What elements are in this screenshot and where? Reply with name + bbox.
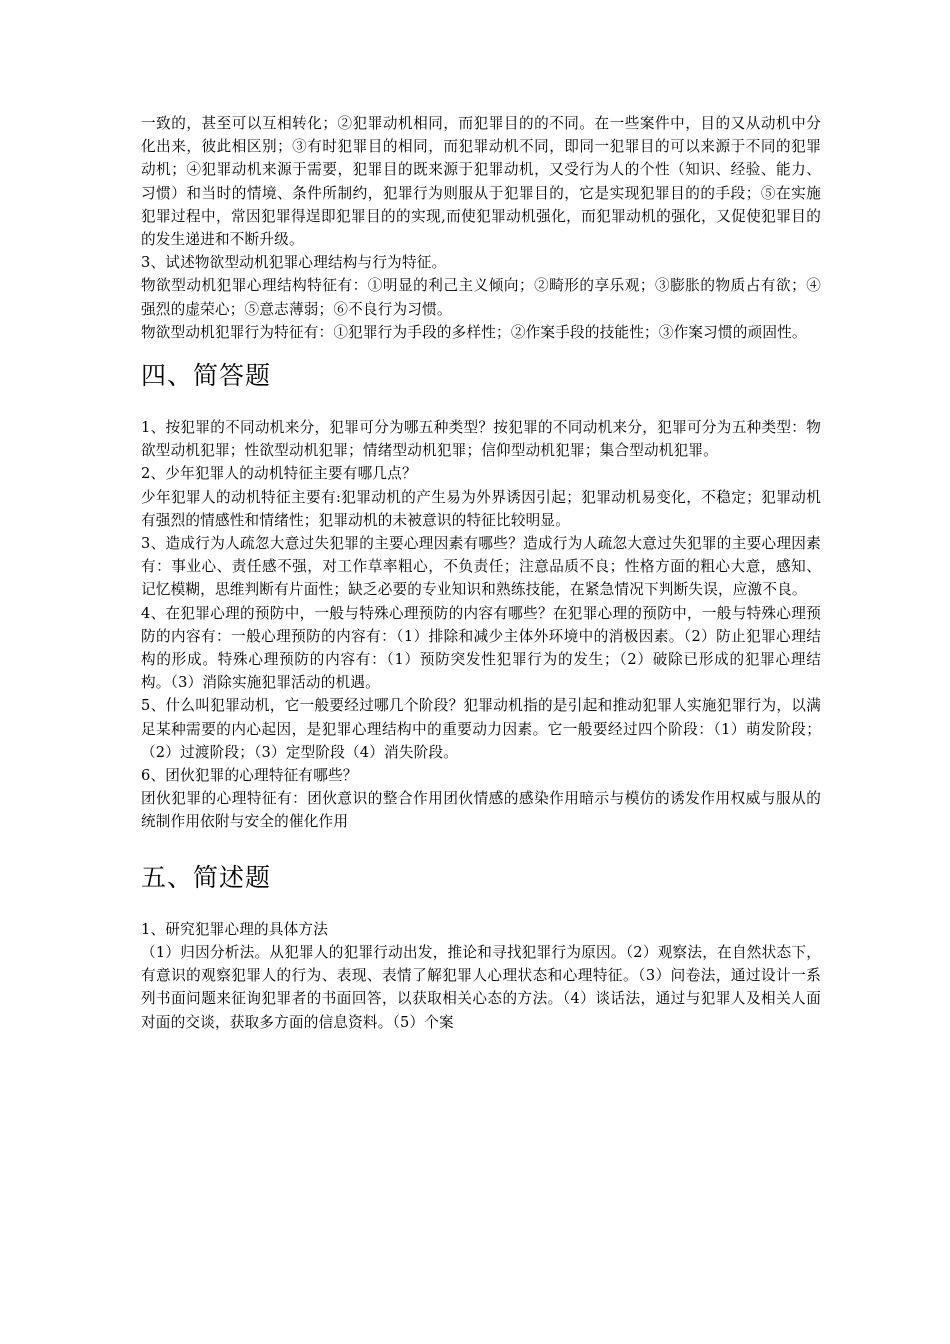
essay-item-1-question: 1、研究犯罪心理的具体方法 <box>141 920 329 938</box>
question-3-title: 3、试述物欲型动机犯罪心理结构与行为特征。 <box>141 254 447 272</box>
essay-item-1-answer: （1）归因分析法。从犯罪人的犯罪行动出发，推论和寻找犯罪行为原因。（2）观察法，在自然状态下，有意识的观察犯罪人的行为、表现、表情了解犯罪人心理状态和心理特征。（3）问卷法，通过设计一系列书面问题来征询犯罪者的书面回答，以获取相关心态的方法。（4）谈话法，通过与犯罪人及相关人面对面的交谈，获取多方面的信息资料。（5）个案 <box>141 943 821 1031</box>
intro-block <box>141 112 821 251</box>
short-answer-item-6-answer: 团伙犯罪的心理特征有：团伙意识的整合作用团伙情感的感染作用暗示与模仿的诱发作用权威与服从的统制作用依附与安全的催化作用 <box>141 790 821 831</box>
intro-paragraph: 一致的，甚至可以互相转化；②犯罪动机相同，而犯罪目的的不同。在一些案件中，目的又从动机中分化出来，彼此相区别；③有时犯罪目的相同，而犯罪动机不同，即同一犯罪目的可以来源于不同的犯罪动机；④犯罪动机来源于需要，犯罪目的既来源于犯罪动机，又受行为人的个性（知识、经验、能力、习惯）和当时的情境、条件所制约，犯罪行为则服从于犯罪目的，它是实现犯罪目的的手段；⑤在实施犯罪过程中，常因犯罪得逞即犯罪目的的实现,而使犯罪动机强化，而犯罪动机的强化，又促使犯罪目的的发生递进和不断升级。 <box>141 115 821 249</box>
document-page <box>141 112 821 1034</box>
short-answer-item-6-question: 6、团伙犯罪的心理特征有哪些？ <box>141 767 358 785</box>
section-short-answer-body <box>141 416 821 834</box>
section-essay-body <box>141 918 821 1034</box>
short-answer-item-5: 5、什么叫犯罪动机，它一般要经过哪几个阶段？犯罪动机指的是引起和推动犯罪人实施犯罪行为，以满足某种需要的内心起因，是犯罪心理结构中的重要动力因素。它一般要经过四个阶段：（1）萌发阶段；（2）过渡阶段；（3）定型阶段（4）消失阶段。 <box>141 697 821 761</box>
short-answer-item-3: 3、造成行为人疏忽大意过失犯罪的主要心理因素有哪些？造成行为人疏忽大意过失犯罪的主要心理因素有：事业心、责任感不强，对工作草率粗心，不负责任；注意品质不良；性格方面的粗心大意，感知、记忆模糊，思维判断有片面性；缺乏必要的专业知识和熟练技能，在紧急情况下判断失误，应激不良。 <box>141 535 821 599</box>
short-answer-item-2-answer: 少年犯罪人的动机特征主要有:犯罪动机的产生易为外界诱因引起；犯罪动机易变化，不稳定；犯罪动机有强烈的情感性和情绪性；犯罪动机的未被意识的特征比较明显。 <box>141 488 821 529</box>
question-3-block <box>141 251 821 344</box>
section-heading-essay: 五、简述题 <box>141 862 272 892</box>
question-3-answer-structure: 物欲型动机犯罪心理结构特征有：①明显的利己主义倾向；②畸形的享乐观；③膨胀的物质占有欲；④强烈的虚荣心；⑤意志薄弱；⑥不良行为习惯。 <box>141 277 821 318</box>
question-3-answer-behavior: 物欲型动机犯罪行为特征有：①犯罪行为手段的多样性；②作案手段的技能性；③作案习惯的顽固性。 <box>141 323 807 341</box>
short-answer-item-2-question: 2、少年犯罪人的动机特征主要有哪几点？ <box>141 465 417 483</box>
short-answer-item-4: 4、在犯罪心理的预防中，一般与特殊心理预防的内容有哪些？在犯罪心理的预防中，一般与特殊心理预防的内容有：一般心理预防的内容有：（1）排除和减少主体外环境中的消极因素。（2）防止犯罪心理结构的形成。特殊心理预防的内容有：（1）预防突发性犯罪行为的发生；（2）破除已形成的犯罪心理结构。（3）消除实施犯罪活动的机遇。 <box>141 604 821 692</box>
section-heading-short-answer: 四、简答题 <box>141 361 272 391</box>
short-answer-item-1: 1、按犯罪的不同动机来分，犯罪可分为哪五种类型？按犯罪的不同动机来分，犯罪可分为五种类型：物欲型动机犯罪；性欲型动机犯罪；情绪型动机犯罪；信仰型动机犯罪；集合型动机犯罪。 <box>141 419 821 460</box>
